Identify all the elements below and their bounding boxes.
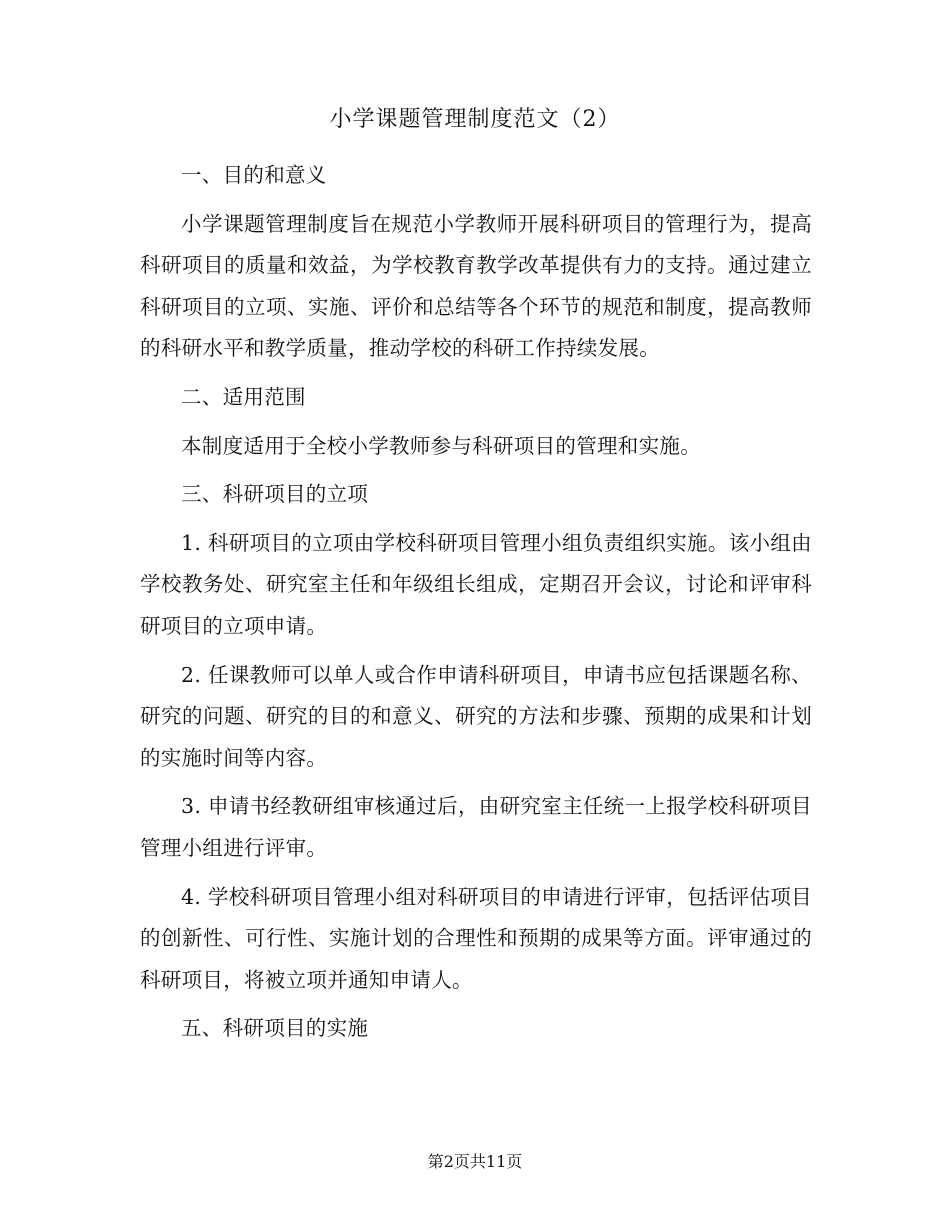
list-item: 1. 科研项目的立项由学校科研项目管理小组负责组织实施。该小组由学校教务处、研究室主任和年级组长组成，定期召开会议，讨论和评审科研项目的立项申请。 (140, 530, 812, 638)
section-heading: 二、适用范围 (181, 384, 306, 409)
list-item: 3. 申请书经教研组审核通过后，由研究室主任统一上报学校科研项目管理小组进行评审。 (140, 794, 812, 860)
document-body (140, 155, 812, 1057)
section-heading: 三、科研项目的立项 (181, 482, 369, 507)
list-item: 2. 任课教师可以单人或合作申请科研项目，申请书应包括课题名称、研究的问题、研究的目的和意义、研究的方法和步骤、预期的成果和计划的实施时间等内容。 (140, 662, 812, 770)
paragraph: 小学课题管理制度旨在规范小学教师开展科研项目的管理行为，提高科研项目的质量和效益，为学校教育教学改革提供有力的支持。通过建立科研项目的立项、实施、评价和总结等各个环节的规范和制度，提高教师的科研水平和教学质量，推动学校的科研工作持续发展。 (140, 211, 812, 361)
list-item: 4. 学校科研项目管理小组对科研项目的申请进行评审，包括评估项目的创新性、可行性、实施计划的合理性和预期的成果等方面。评审通过的科研项目，将被立项并通知申请人。 (140, 884, 812, 992)
page-number-footer: 第2页共11页 (427, 1152, 523, 1171)
section-heading: 五、科研项目的实施 (181, 1016, 369, 1041)
document-title: 小学课题管理制度范文（2） (329, 107, 621, 132)
paragraph: 本制度适用于全校小学教师参与科研项目的管理和实施。 (181, 433, 701, 458)
section-heading: 一、目的和意义 (181, 163, 327, 187)
